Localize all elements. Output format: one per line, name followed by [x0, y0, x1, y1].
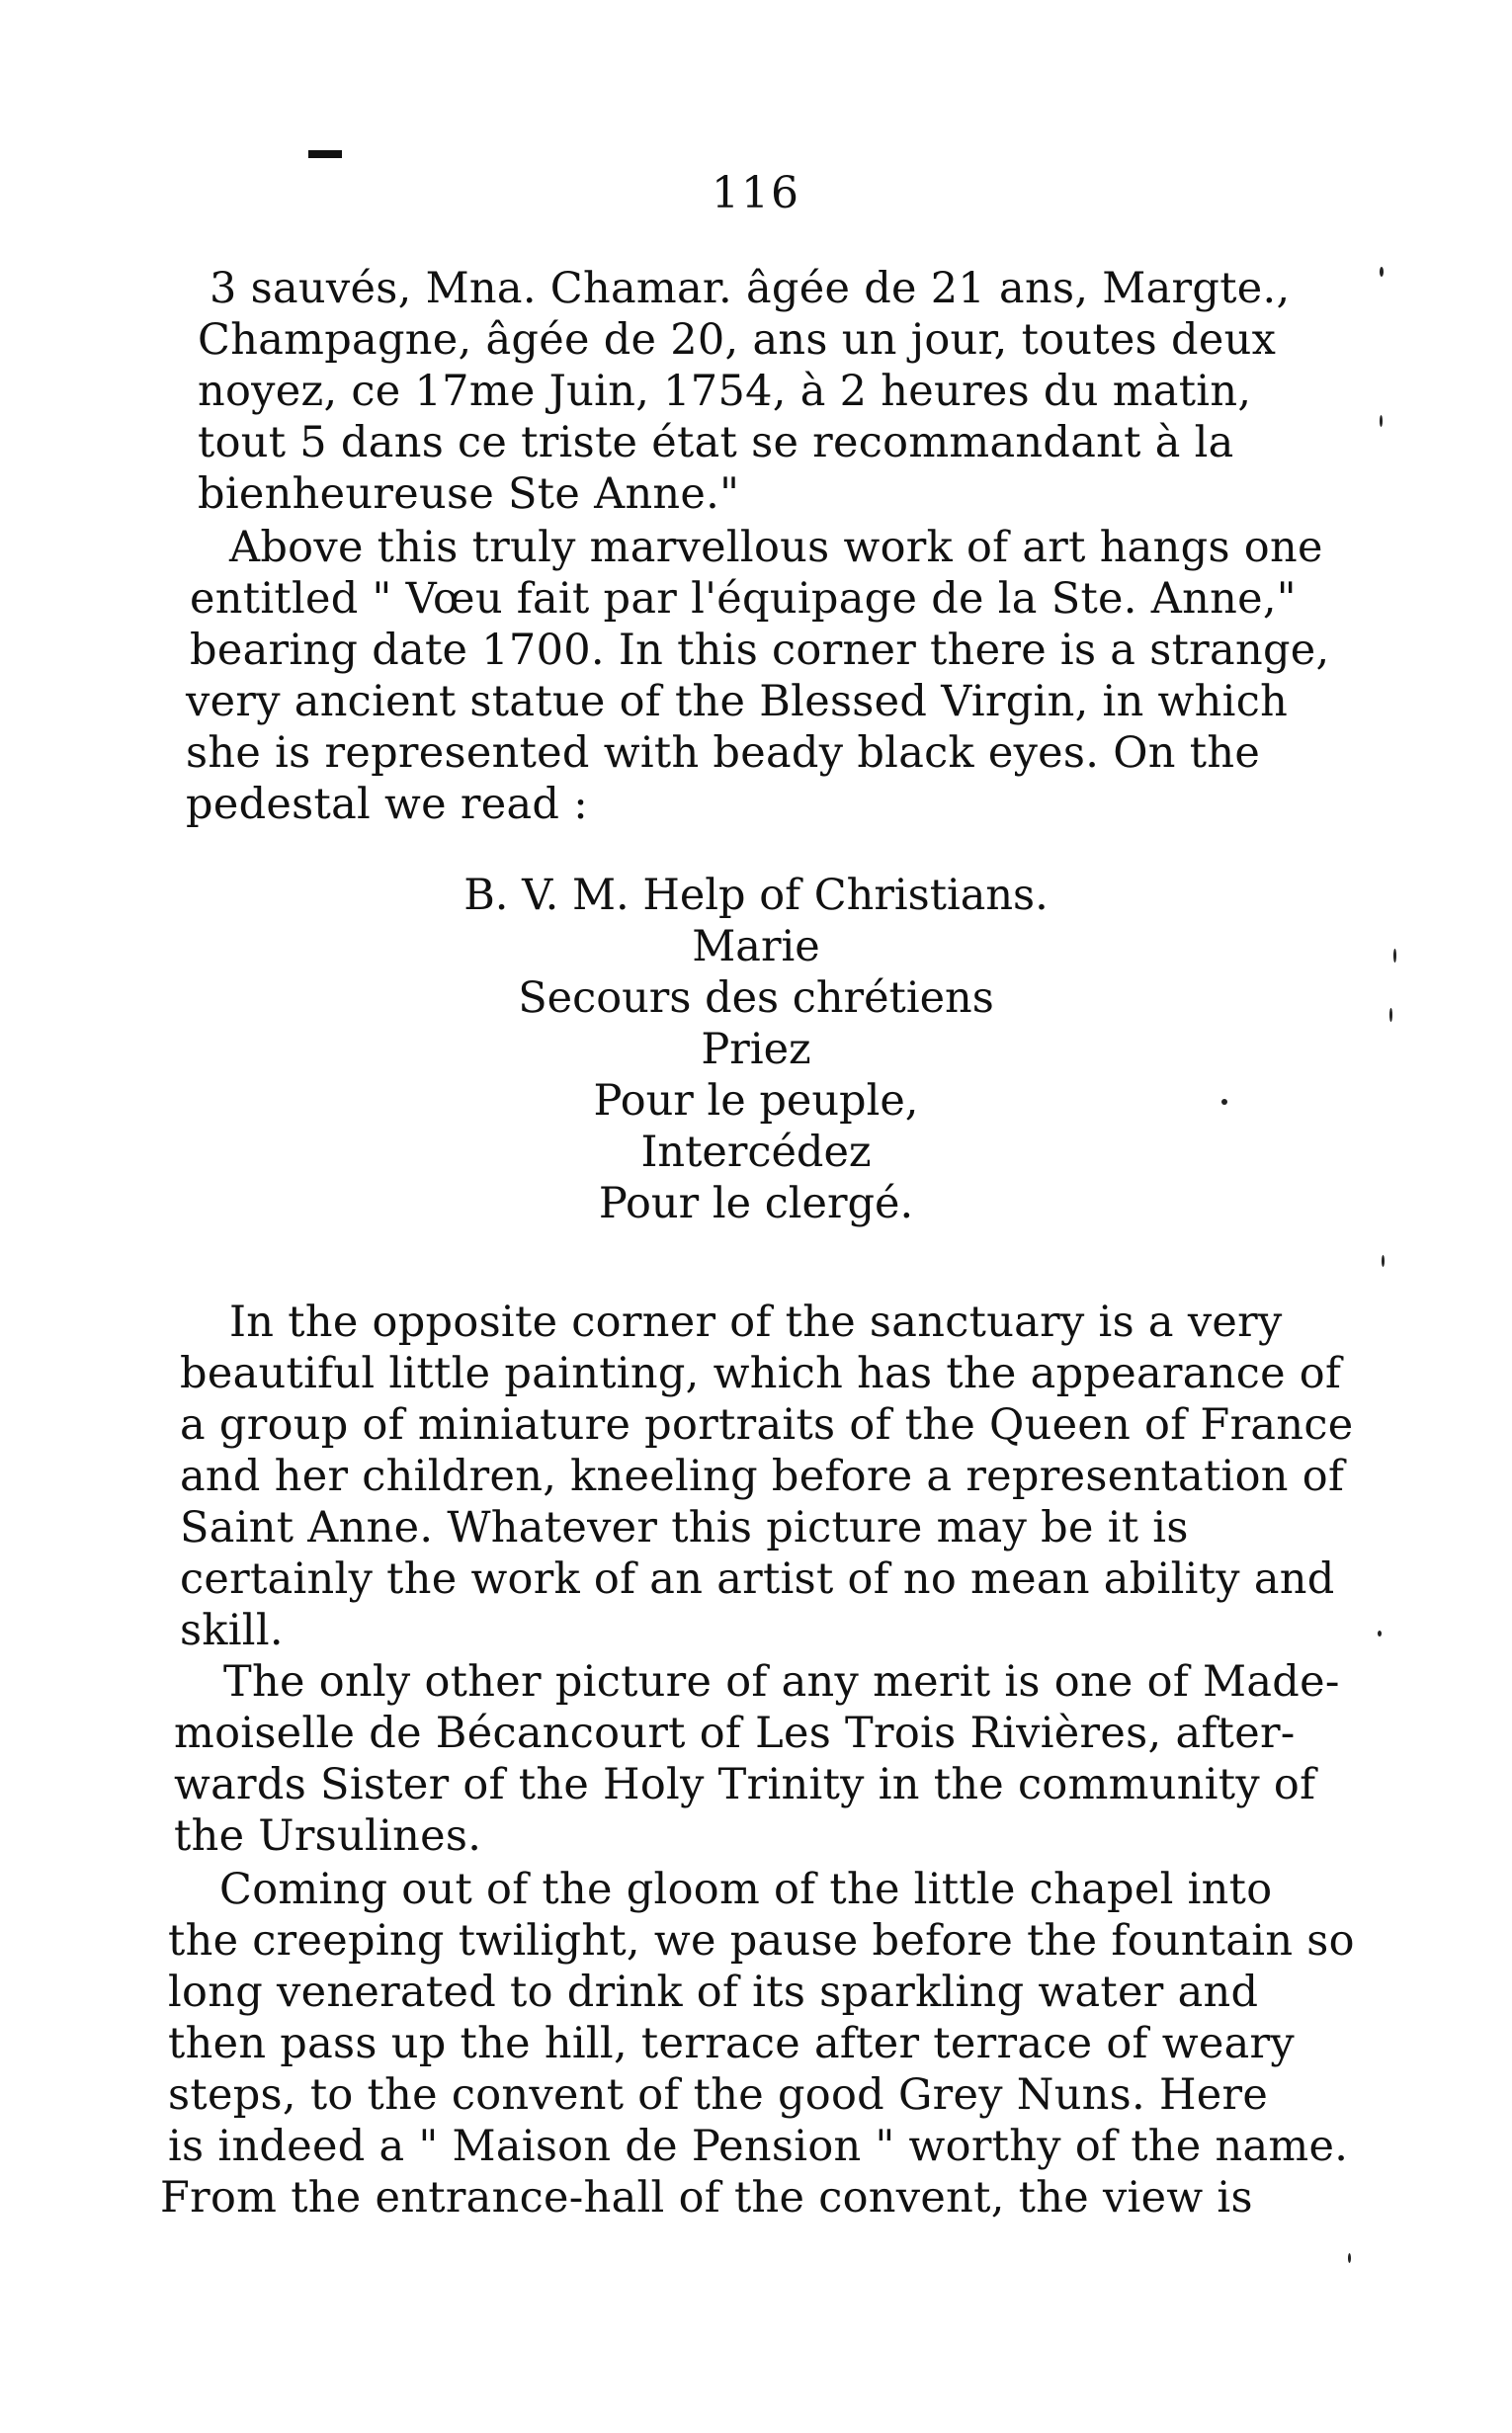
text-line: tout 5 dans ce triste état se recommandant à la: [198, 418, 1234, 467]
scan-speck: [1348, 2253, 1351, 2263]
text-line: beautiful little painting, which has the appearance of: [180, 1349, 1342, 1398]
scan-speck: [1380, 267, 1384, 277]
text-line: Saint Anne. Whatever this picture may be it is: [180, 1503, 1189, 1552]
printed-dash-mark: [308, 150, 342, 158]
text-line: the creeping twilight, we pause before the fountain so: [168, 1916, 1355, 1966]
text-line: 3 sauvés, Mna. Chamar. âgée de 21 ans, Margte.,: [210, 264, 1291, 313]
text-line: pedestal we read :: [186, 780, 588, 829]
text-line: skill.: [180, 1606, 284, 1655]
text-line: Champagne, âgée de 20, ans un jour, toutes deux: [198, 315, 1277, 365]
scan-speck: [1378, 1631, 1382, 1636]
scan-speck: [1393, 949, 1396, 963]
text-line: moiselle de Bécancourt of Les Trois Rivières, after-: [174, 1709, 1296, 1758]
inscription-line: Intercédez: [640, 1128, 872, 1177]
scan-speck: [1389, 1008, 1392, 1022]
inscription-line: Secours des chrétiens: [518, 973, 994, 1023]
text-line: wards Sister of the Holy Trinity in the community of: [174, 1760, 1316, 1809]
text-line: From the entrance-hall of the convent, the view is: [160, 2173, 1253, 2223]
scan-speck: [1382, 1255, 1385, 1267]
scan-speck: [1380, 415, 1383, 427]
text-line: then pass up the hill, terrace after terrace of weary: [168, 2019, 1295, 2068]
inscription-line: Priez: [701, 1025, 811, 1074]
text-line: and her children, kneeling before a representation of: [180, 1452, 1345, 1501]
inscription-line: Marie: [692, 922, 820, 971]
page-number: 116: [712, 168, 800, 218]
inscription-line: Pour le peuple,: [593, 1076, 919, 1126]
scan-speck: [1221, 1099, 1227, 1105]
text-line: The only other picture of any merit is one of Made-: [223, 1657, 1340, 1707]
inscription-line: Pour le clergé.: [598, 1179, 914, 1228]
text-line: she is represented with beady black eyes. On the: [186, 728, 1261, 778]
text-line: noyez, ce 17me Juin, 1754, à 2 heures du matin,: [198, 367, 1252, 416]
text-line: entitled " Vœu fait par l'équipage de la Ste. Anne,": [190, 574, 1297, 624]
text-line: very ancient statue of the Blessed Virgin, in which: [186, 677, 1289, 726]
text-line: certainly the work of an artist of no mean ability and: [180, 1554, 1335, 1604]
text-line: bienheureuse Ste Anne.": [198, 469, 740, 519]
text-line: Coming out of the gloom of the little chapel into: [219, 1865, 1273, 1914]
text-line: Above this truly marvellous work of art hangs one: [229, 523, 1323, 572]
text-line: long venerated to drink of its sparkling water and: [168, 1968, 1259, 2017]
text-line: steps, to the convent of the good Grey Nuns. Here: [168, 2070, 1269, 2120]
text-line: a group of miniature portraits of the Queen of France: [180, 1400, 1354, 1450]
text-line: bearing date 1700. In this corner there is a strange,: [190, 626, 1330, 675]
text-line: the Ursulines.: [174, 1811, 482, 1861]
text-line: In the opposite corner of the sanctuary is a very: [229, 1298, 1283, 1347]
inscription-line: B. V. M. Help of Christians.: [463, 871, 1049, 920]
text-line: is indeed a " Maison de Pension " worthy of the name.: [168, 2122, 1349, 2171]
